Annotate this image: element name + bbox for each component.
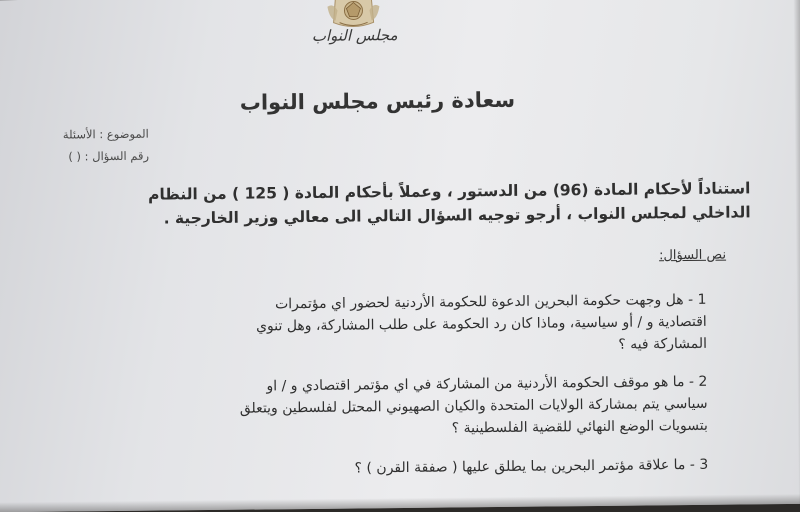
question-line: اقتصادية و / أو سياسية، وماذا كان رد الحكومة على طلب المشاركة، وهل تنوي xyxy=(255,313,707,335)
subject-line: الموضوع : الأسئلة xyxy=(62,126,149,142)
questions-heading: نص السؤال: xyxy=(658,247,727,264)
question-3 xyxy=(56,454,708,483)
intro-line: الداخلي لمجلس النواب ، أرجو توجيه السؤال التالي الى معالي وزير الخارجية . xyxy=(163,203,751,228)
question-line: المشاركة فيه ؟ xyxy=(618,335,708,353)
page-bottom-shadow xyxy=(0,494,800,512)
question-line: سياسي يتم بمشاركة الولايات المتحدة والكيان الصهيوني المحتل لفلسطين ويتعلق xyxy=(239,395,708,417)
intro-line: استناداً لأحكام المادة (96) من الدستور ، وعملاً بأحكام المادة ( 125 ) من النظام xyxy=(147,179,751,204)
question-line: 1 - هل وجهت حكومة البحرين الدعوة للحكومة الأردنية لحضور اي مؤتمرات xyxy=(274,291,707,313)
question-1 xyxy=(54,289,707,362)
jordan-coat-of-arms-icon xyxy=(313,0,393,29)
addressee-title: سعادة رئيس مجلس النواب xyxy=(239,87,516,115)
council-name-logo: مجلس النواب xyxy=(311,26,398,45)
question-2 xyxy=(55,371,708,444)
page-edge-shadow xyxy=(793,0,800,504)
question-line: 2 - ما هو موقف الحكومة الأردنية من المشاركة في اي مؤتمر اقتصادي و / او xyxy=(266,373,708,395)
question-number-line: رقم السؤال : ( ) xyxy=(68,148,150,164)
question-line: 3 - ما علاقة مؤتمر البحرين بما يطلق عليها ( صفقة القرن ) ؟ xyxy=(354,456,709,477)
intro-paragraph xyxy=(105,176,750,231)
question-line: بتسويات الوضع النهائي للقضية الفلسطينية ؟ xyxy=(451,417,708,437)
